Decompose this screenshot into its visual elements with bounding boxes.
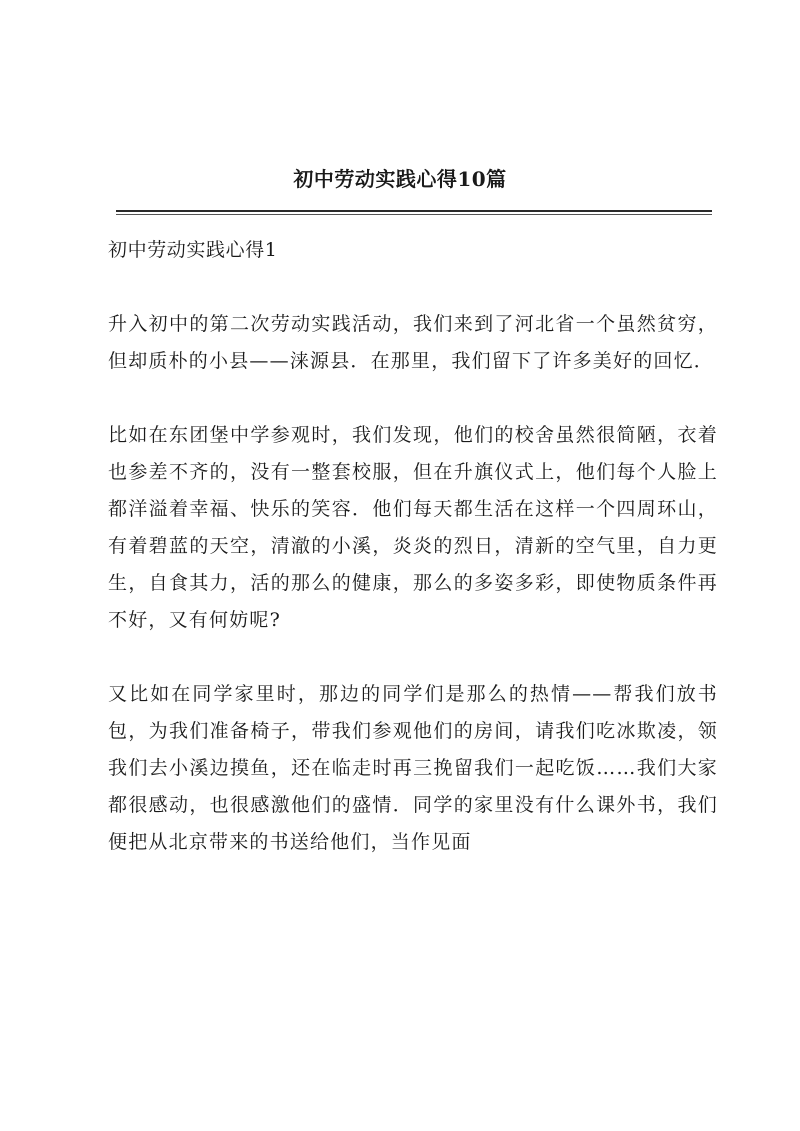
document-body (108, 232, 718, 898)
title-divider-thin (116, 214, 712, 215)
paragraph-3: 又比如在同学家里时，那边的同学们是那么的热情——帮我们放书包，为我们准备椅子，带我们参观他们的房间，请我们吃冰欺凌，领我们去小溪边摸鱼，还在临走时再三挽留我们一起吃饭……我们大家都很感动，也很感激他们的盛情．同学的家里没有什么课外书，我们便把从北京带来的书送给他们，当作见面 (108, 683, 718, 853)
paragraph-2: 比如在东团堡中学参观时，我们发现，他们的校舍虽然很简陋，衣着也参差不齐的，没有一整套校服，但在升旗仪式上，他们每个人脸上都洋溢着幸福、快乐的笑容．他们每天都生活在这样一个四周环山，有着碧蓝的天空，清澈的小溪，炎炎的烈日，清新的空气里，自力更生，自食其力，活的那么的健康，那么的多姿多彩，即使物质条件再不好，又有何妨呢? (108, 424, 718, 631)
document-title: 初中劳动实践心得10篇 (293, 167, 507, 191)
title-divider-thick (116, 210, 712, 212)
paragraph-1: 升入初中的第二次劳动实践活动，我们来到了河北省一个虽然贫穷，但却质朴的小县——涞源县．在那里，我们留下了许多美好的回忆． (108, 313, 718, 372)
section-heading: 初中劳动实践心得1 (108, 239, 278, 261)
